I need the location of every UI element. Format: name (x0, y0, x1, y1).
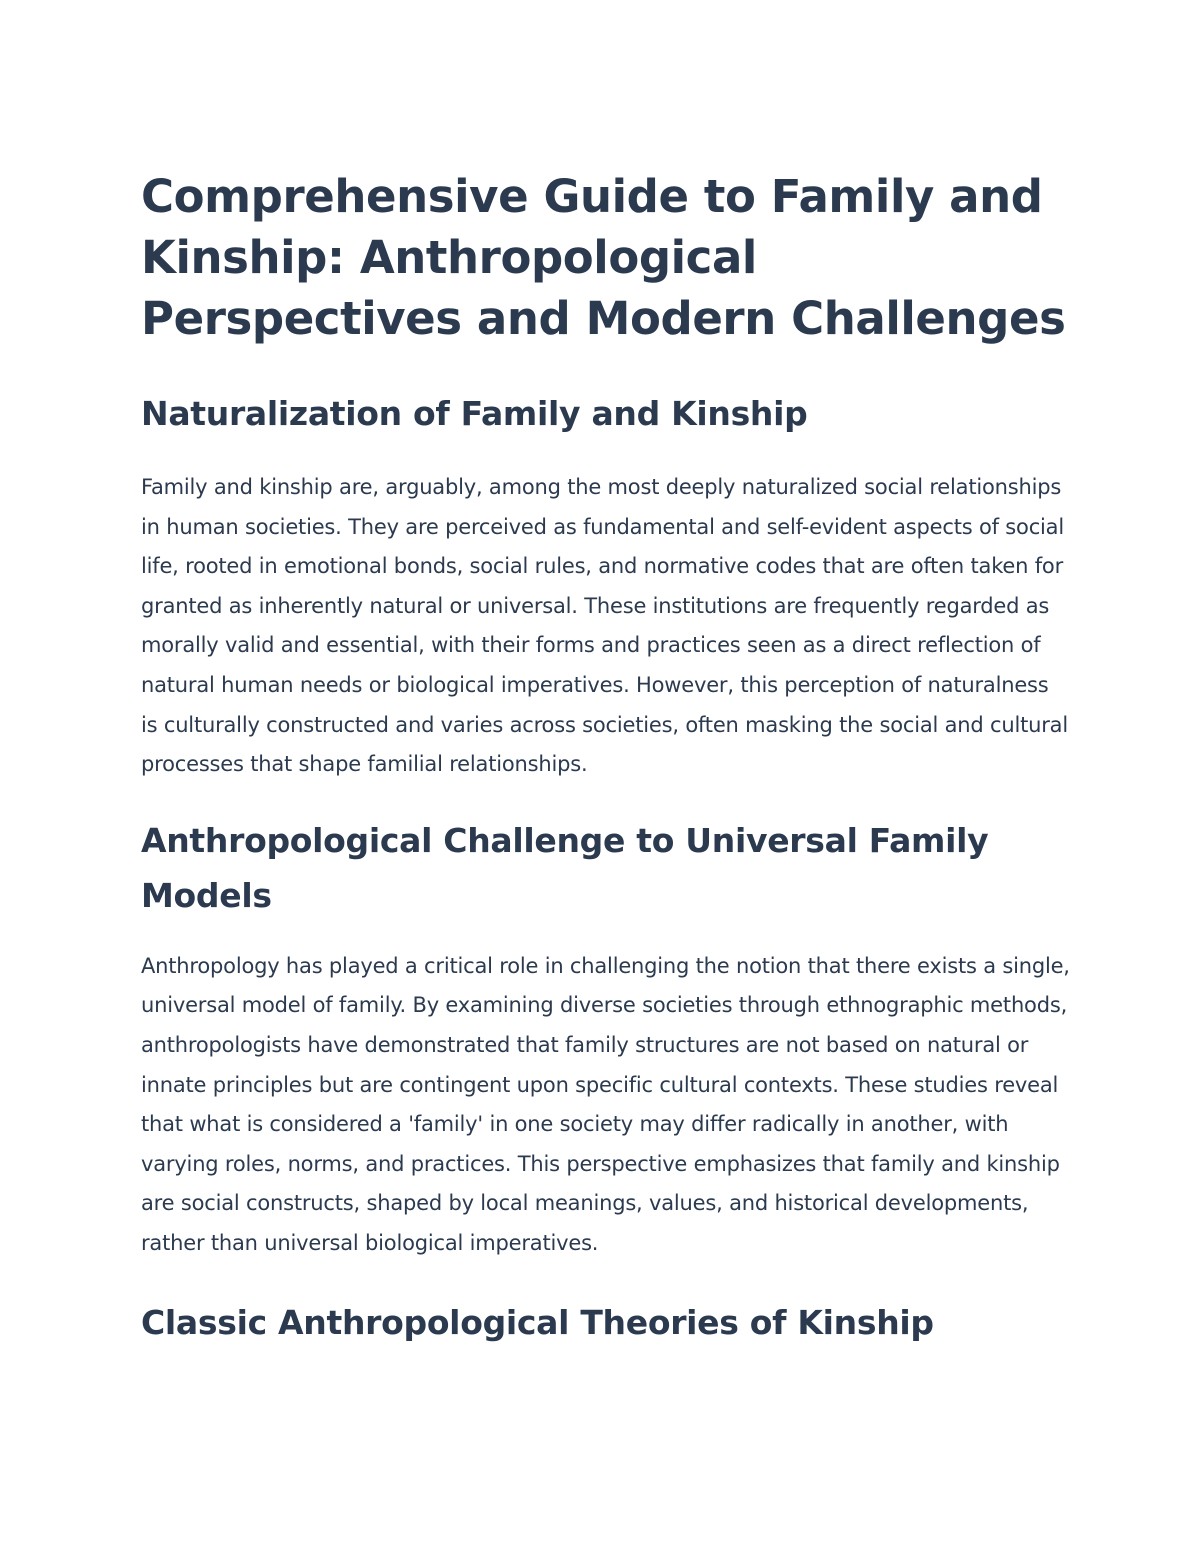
document-content (141, 166, 1071, 1351)
section-body-naturalization: Family and kinship are, arguably, among the most deeply naturalized social relationships in human societies. They are perceived as fundamental and self-evident aspects of social life, rooted in emotional bonds, social rules, and normative codes that are often taken for granted as inherently natural or universal. These institutions are frequently regarded as morally valid and essential, with their forms and practices seen as a direct reflection of natural human needs or biological imperatives. However, this perception of naturalness is culturally constructed and varies across societies, often masking the social and cultural processes that shape familial relationships. (141, 475, 1068, 777)
section-heading-classic-theories: Classic Anthropological Theories of Kinship (141, 1302, 934, 1342)
section-heading-anthropological-challenge: Anthropological Challenge to Universal Family Models (141, 820, 989, 915)
section-body-anthropological-challenge: Anthropology has played a critical role in challenging the notion that there exists a single, universal model of family. By examining diverse societies through ethnographic methods, anthropologists have demonstrated that family structures are not based on natural or innate principles but are contingent upon specific cultural contexts. These studies reveal that what is considered a 'family' in one society may differ radically in another, with varying roles, norms, and practices. This perspective emphasizes that family and kinship are social constructs, shaped by local meanings, values, and historical developments, rather than universal biological imperatives. (141, 953, 1070, 1255)
section-heading-naturalization: Naturalization of Family and Kinship (141, 394, 808, 433)
document-title: Comprehensive Guide to Family and Kinship: Anthropological Perspectives and Modern Challenges (141, 170, 1066, 345)
